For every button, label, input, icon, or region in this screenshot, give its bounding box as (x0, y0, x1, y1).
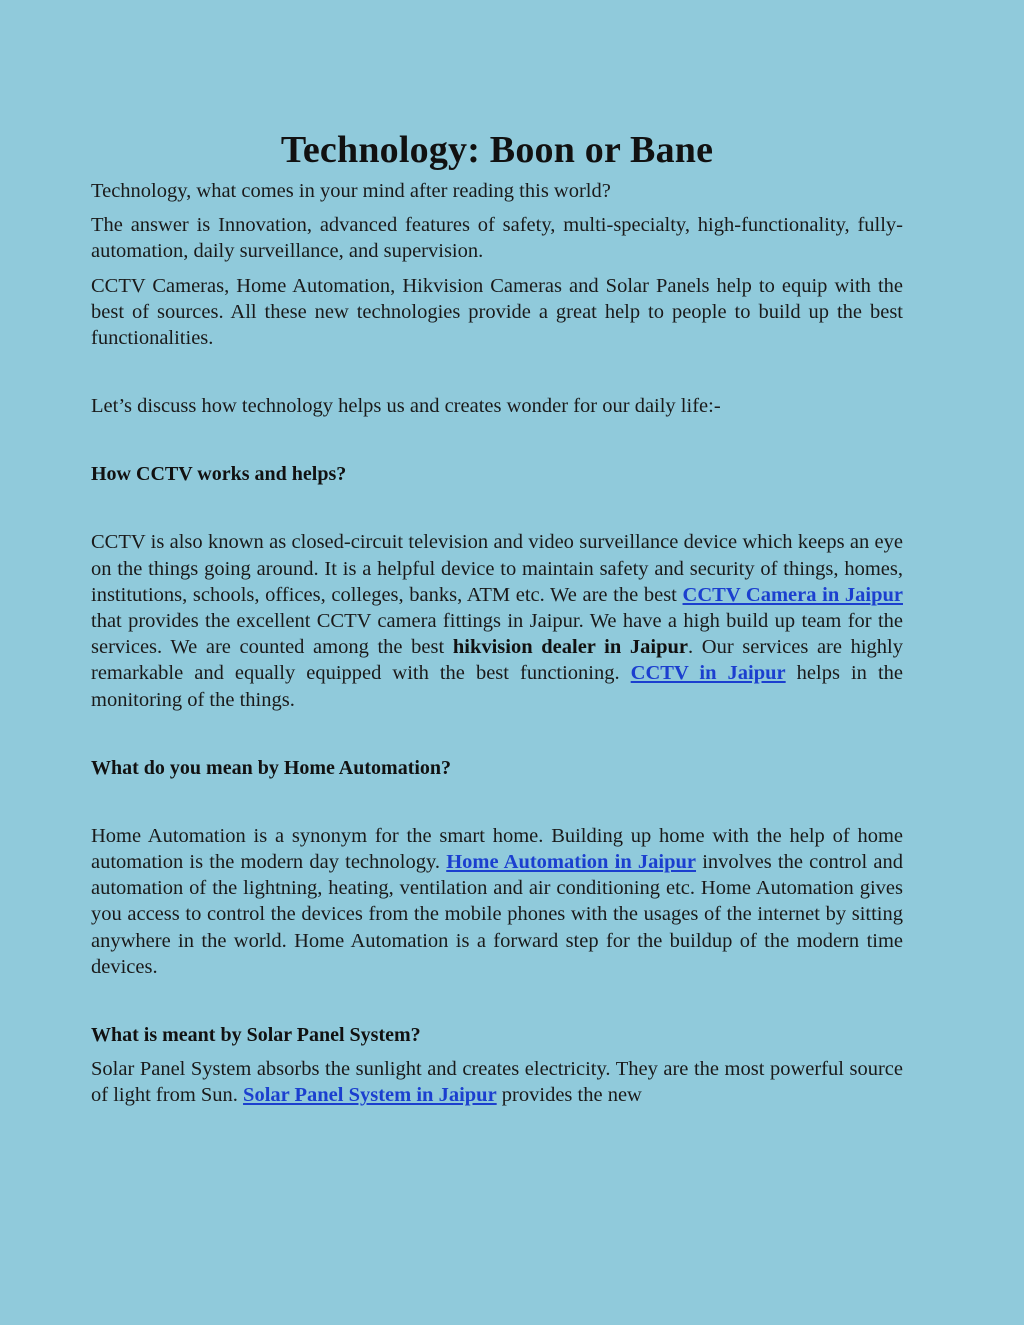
cctv-text-4: helps in the monitoring of the things. (91, 662, 904, 711)
cctv-heading: How CCTV works and helps? (91, 463, 347, 486)
hikvision-dealer-bold: hikvision dealer in Jaipur (452, 636, 688, 659)
solar-panel-heading: What is meant by Solar Panel System? (91, 1024, 421, 1047)
document-content (91, 128, 903, 1108)
home-automation-paragraph (91, 823, 903, 980)
intro-paragraph: Technology, what comes in your mind after reading this world? (91, 180, 611, 202)
cctv-text-1: CCTV is also known as closed-circuit television and video surveillance device which keeps an eye on the things going around. It is a helpful device to maintain safety and security of things, homes, institutions, schools, offices, colleges, banks, ATM etc. We are the best (91, 531, 903, 606)
answer-paragraph: The answer is Innovation, advanced features of safety, multi-specialty, high-functionality, fully-automation, daily surveillance, and supervision. (91, 214, 903, 263)
solar-panel-jaipur-link[interactable]: Solar Panel System in Jaipur (243, 1084, 497, 1107)
cctv-camera-jaipur-link[interactable]: CCTV Camera in Jaipur (682, 583, 903, 606)
cctv-paragraph (91, 529, 903, 712)
cctv-text-3: . Our services are highly remarkable and equally equipped with the best functioning. (91, 636, 903, 685)
sources-paragraph: CCTV Cameras, Home Automation, Hikvision Cameras and Solar Panels help to equip with the best of sources. All these new technologies provide a great help to people to build up the best functionalities. (91, 274, 903, 350)
solar-text-1: Solar Panel System absorbs the sunlight and creates electricity. They are the most powerful source of light from Sun. (91, 1058, 903, 1107)
cctv-jaipur-link[interactable]: CCTV in Jaipur (630, 662, 786, 685)
home-automation-heading: What do you mean by Home Automation? (91, 756, 452, 779)
home-text-2: involves the control and automation of the lightning, heating, ventilation and air conditioning etc. Home Automation gives you access to control the devices from the mobile phones with the usages of the internet by sitting anywhere in the world. Home Automation is a forward step for the buildup of the modern time devices. (91, 851, 903, 978)
solar-panel-paragraph (91, 1056, 903, 1108)
discuss-paragraph: Let’s discuss how technology helps us and creates wonder for our daily life:- (91, 395, 721, 418)
home-automation-jaipur-link[interactable]: Home Automation in Jaipur (446, 851, 697, 874)
page-title: Technology: Boon or Bane (280, 129, 714, 171)
home-text-1: Home Automation is a synonym for the smart home. Building up home with the help of home automation is the modern day technology. (91, 824, 903, 874)
cctv-text-2: that provides the excellent CCTV camera fittings in Jaipur. We have a high build up team for the services. We are counted among the best (91, 610, 903, 659)
solar-text-2: provides the new (496, 1084, 642, 1107)
